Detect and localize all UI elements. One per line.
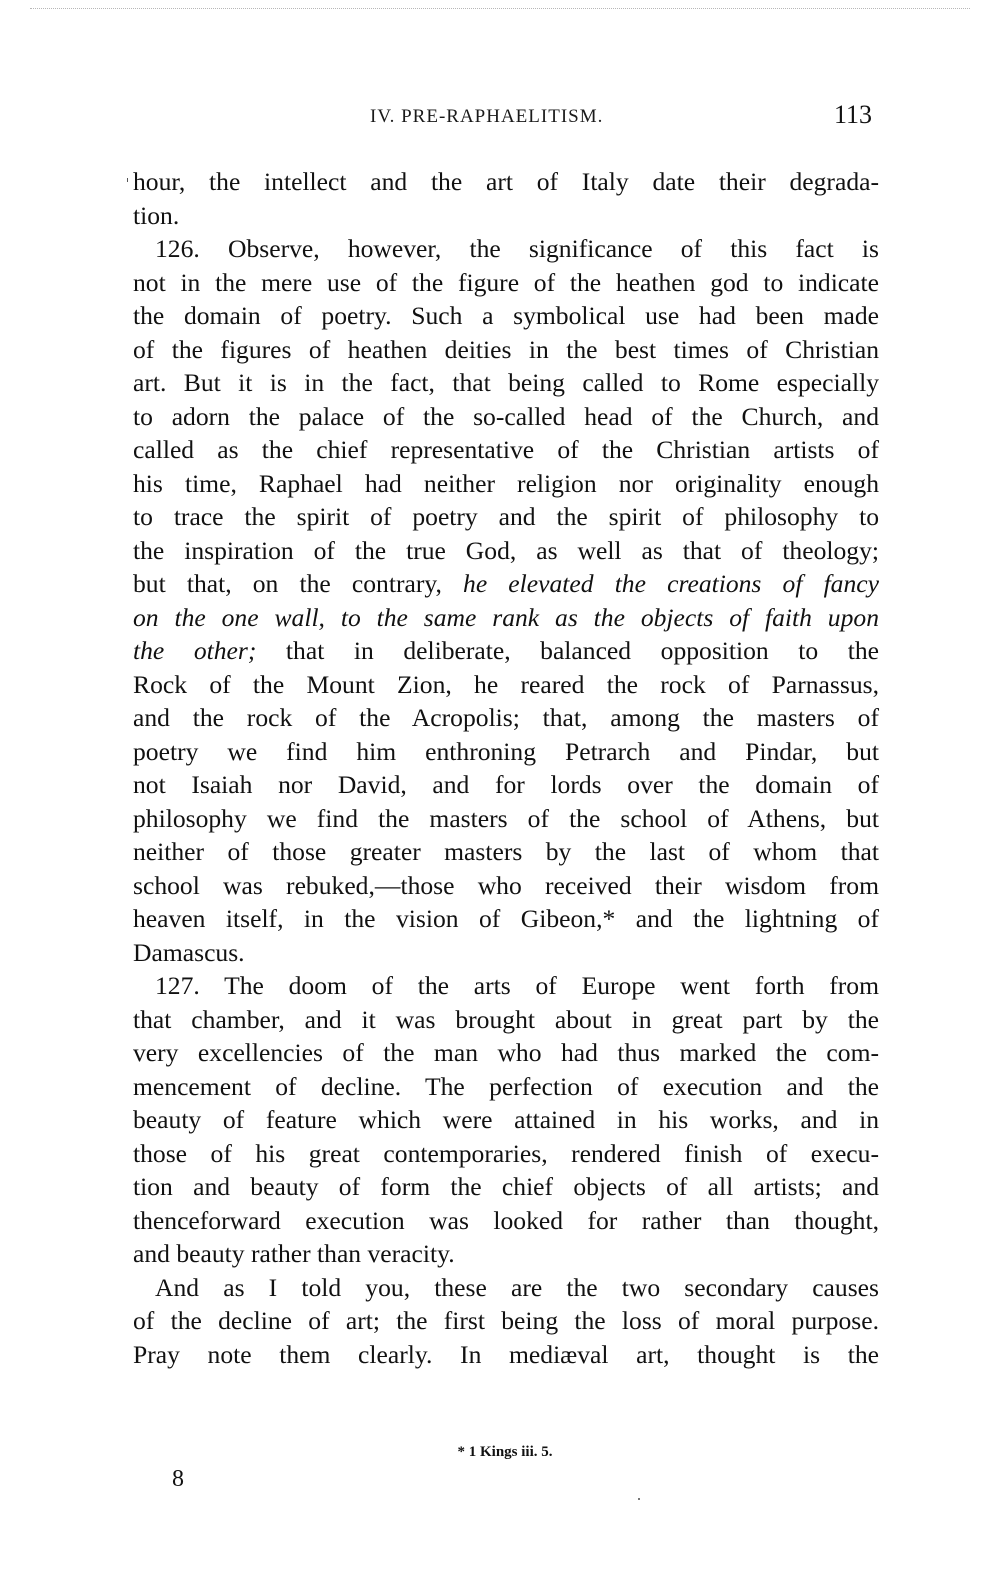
italic-emphasis: he elevated the creations of fancy bbox=[463, 569, 879, 598]
body-text bbox=[133, 165, 879, 1371]
text-line: that chamber, and it was brought about in great part by the bbox=[133, 1004, 879, 1034]
text-line: art. But it is in the fact, that being called to Rome especially bbox=[133, 368, 879, 397]
text-line: poetry we find him enthroning Petrarch and Pindar, but bbox=[133, 736, 879, 766]
scan-artifact-speck bbox=[638, 1498, 640, 1500]
paragraph-126-start: 126. Observe, however, the significance of this fact is bbox=[155, 234, 879, 263]
footnote: * 1 Kings iii. 5. bbox=[457, 1444, 553, 1460]
text-line: tion and beauty of form the chief objects of all artists; and bbox=[133, 1172, 879, 1201]
text-line: philosophy we find the masters of the school of Athens, but bbox=[133, 803, 879, 833]
text-line: school was rebuked,—those who received their wisdom from bbox=[133, 870, 879, 900]
paragraph-127-start: 127. The doom of the arts of Europe went forth from bbox=[155, 971, 879, 1000]
text-line: Damascus. bbox=[133, 937, 245, 967]
scan-artifact-tick bbox=[127, 178, 128, 182]
text-line: neither of those greater masters by the last of whom that bbox=[133, 837, 879, 866]
text-line: of the figures of heathen deities in the best times of Christian bbox=[133, 334, 879, 364]
text-line: Pray note them clearly. In mediæval art, thought is the bbox=[133, 1339, 879, 1369]
text-line: the inspiration of the true God, as well as that of theology; bbox=[133, 535, 879, 565]
text-line: beauty of feature which were attained in his works, and in bbox=[133, 1105, 879, 1134]
text-line: his time, Raphael had neither religion nor originality enough bbox=[133, 468, 879, 498]
text-line-footnote-ref: heaven itself, in the vision of Gibeon,* and the lightning of bbox=[133, 904, 879, 933]
text-line: to trace the spirit of poetry and the spirit of philosophy to bbox=[133, 502, 879, 531]
scan-artifact-dots bbox=[30, 8, 970, 13]
italic-emphasis: the other; bbox=[133, 636, 257, 665]
text-line: to adorn the palace of the so-called head of the Church, and bbox=[133, 401, 879, 431]
signature-mark: 8 bbox=[172, 1466, 184, 1492]
text-line: thenceforward execution was looked for rather than thought, bbox=[133, 1205, 879, 1235]
running-title: IV. PRE-RAPHAELITISM. bbox=[370, 106, 604, 127]
text-line: very excellencies of the man who had thus marked the com- bbox=[133, 1038, 879, 1067]
text-line-italic: on the one wall, to the same rank as the objects of faith upon bbox=[133, 602, 879, 632]
text-line: and the rock of the Acropolis; that, among the masters of bbox=[133, 703, 879, 732]
text-line: those of his great contemporaries, rendered finish of execu- bbox=[133, 1138, 879, 1168]
text-line: the domain of poetry. Such a symbolical use had been made bbox=[133, 301, 879, 330]
page-number: 113 bbox=[834, 100, 873, 129]
text-line: of the decline of art; the first being the loss of moral purpose. bbox=[133, 1306, 879, 1335]
text-line-mixed: the other; that in deliberate, balanced opposition to the bbox=[133, 636, 879, 665]
paragraph-secondary-causes-start: And as I told you, these are the two secondary causes bbox=[155, 1272, 879, 1302]
text-line-mixed: but that, on the contrary, he elevated the creations of fancy bbox=[133, 569, 879, 598]
text-line: tion. bbox=[133, 200, 180, 230]
text-line: and beauty rather than veracity. bbox=[133, 1239, 455, 1268]
text-line: mencement of decline. The perfection of execution and the bbox=[133, 1071, 879, 1101]
text-line: hour, the intellect and the art of Italy date their degrada- bbox=[133, 167, 879, 196]
text-line: not Isaiah nor David, and for lords over the domain of bbox=[133, 770, 879, 799]
text-line: Rock of the Mount Zion, he reared the rock of Parnassus, bbox=[133, 669, 879, 699]
text-line: not in the mere use of the figure of the heathen god to indicate bbox=[133, 267, 879, 297]
text-line: called as the chief representative of the Christian artists of bbox=[133, 435, 879, 464]
running-header bbox=[0, 100, 1000, 130]
